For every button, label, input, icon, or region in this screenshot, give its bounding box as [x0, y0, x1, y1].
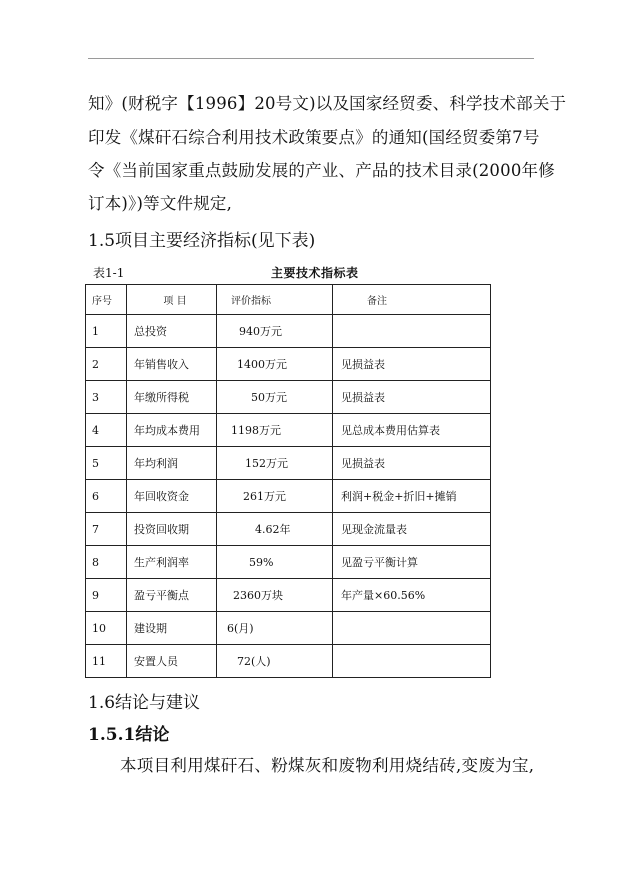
- row-no: 9: [86, 579, 127, 612]
- row-no: 7: [86, 513, 127, 546]
- row-item: 安置人员: [127, 645, 217, 678]
- row-no: 5: [86, 447, 127, 480]
- row-item: 年回收资金: [127, 480, 217, 513]
- table-row: [86, 447, 491, 480]
- row-note: 见盈亏平衡计算: [333, 546, 491, 579]
- row-note: 见总成本费用估算表: [333, 414, 491, 447]
- table-row: [86, 414, 491, 447]
- row-value: 6(月): [217, 612, 333, 645]
- table-header-row: [86, 285, 491, 315]
- row-item: 年缴所得税: [127, 381, 217, 414]
- row-no: 11: [86, 645, 127, 678]
- paragraph-line-2: 印发《煤矸石综合利用技术政策要点》的通知(国经贸委第7号: [88, 128, 540, 147]
- paragraph-line-1: 知》(财税字【1996】20号文)以及国家经贸委、科学技术部关于: [88, 94, 567, 113]
- row-item: 年均成本费用: [127, 414, 217, 447]
- row-note: [333, 612, 491, 645]
- row-item: 年均利润: [127, 447, 217, 480]
- row-no: 8: [86, 546, 127, 579]
- row-value: 4.62年: [217, 513, 333, 546]
- row-note: [333, 315, 491, 348]
- row-no: 4: [86, 414, 127, 447]
- row-note: 见损益表: [333, 381, 491, 414]
- section-heading-1-5-1: 1.5.1结论: [88, 725, 170, 745]
- row-note: 利润+税金+折旧+摊销: [333, 480, 491, 513]
- row-item: 建设期: [127, 612, 217, 645]
- row-note: [333, 645, 491, 678]
- table-row: [86, 381, 491, 414]
- section-heading-1-6: 1.6结论与建议: [88, 693, 201, 713]
- table-row: [86, 612, 491, 645]
- row-note: 见损益表: [333, 447, 491, 480]
- header-item: 项 目: [127, 285, 217, 315]
- row-value: 1400万元: [217, 348, 333, 381]
- row-item: 生产利润率: [127, 546, 217, 579]
- row-value: 59%: [217, 546, 333, 579]
- header-rule: [88, 58, 534, 59]
- table-row: [86, 579, 491, 612]
- row-no: 6: [86, 480, 127, 513]
- table-row: [86, 513, 491, 546]
- conclusion-line: 本项目利用煤矸石、粉煤灰和废物利用烧结砖,变废为宝,: [120, 756, 535, 775]
- paragraph-line-4: 订本)》)等文件规定,: [88, 194, 233, 213]
- row-value: 152万元: [217, 447, 333, 480]
- table-row: [86, 348, 491, 381]
- row-value: 1198万元: [217, 414, 333, 447]
- header-note: 备注: [333, 285, 491, 315]
- row-note: 年产量×60.56%: [333, 579, 491, 612]
- row-item: 投资回收期: [127, 513, 217, 546]
- table-row: [86, 315, 491, 348]
- header-value: 评价指标: [217, 285, 333, 315]
- indicator-table: [85, 284, 491, 678]
- row-note: 见损益表: [333, 348, 491, 381]
- paragraph-line-3: 令《当前国家重点鼓励发展的产业、产品的技术目录(2000年修: [88, 161, 555, 180]
- row-no: 1: [86, 315, 127, 348]
- row-item: 总投资: [127, 315, 217, 348]
- row-no: 2: [86, 348, 127, 381]
- table-row: [86, 645, 491, 678]
- row-value: 940万元: [217, 315, 333, 348]
- row-item: 盈亏平衡点: [127, 579, 217, 612]
- table-row: [86, 480, 491, 513]
- row-value: 2360万块: [217, 579, 333, 612]
- row-item: 年销售收入: [127, 348, 217, 381]
- table-row: [86, 546, 491, 579]
- row-note: 见现金流量表: [333, 513, 491, 546]
- table-title: 主要技术指标表: [271, 266, 359, 280]
- row-no: 3: [86, 381, 127, 414]
- row-value: 72(人): [217, 645, 333, 678]
- section-heading-1-5: 1.5项目主要经济指标(见下表): [88, 231, 316, 251]
- row-no: 10: [86, 612, 127, 645]
- row-value: 261万元: [217, 480, 333, 513]
- table-label: 表1-1: [93, 266, 125, 280]
- row-value: 50万元: [217, 381, 333, 414]
- header-no: 序号: [86, 285, 127, 315]
